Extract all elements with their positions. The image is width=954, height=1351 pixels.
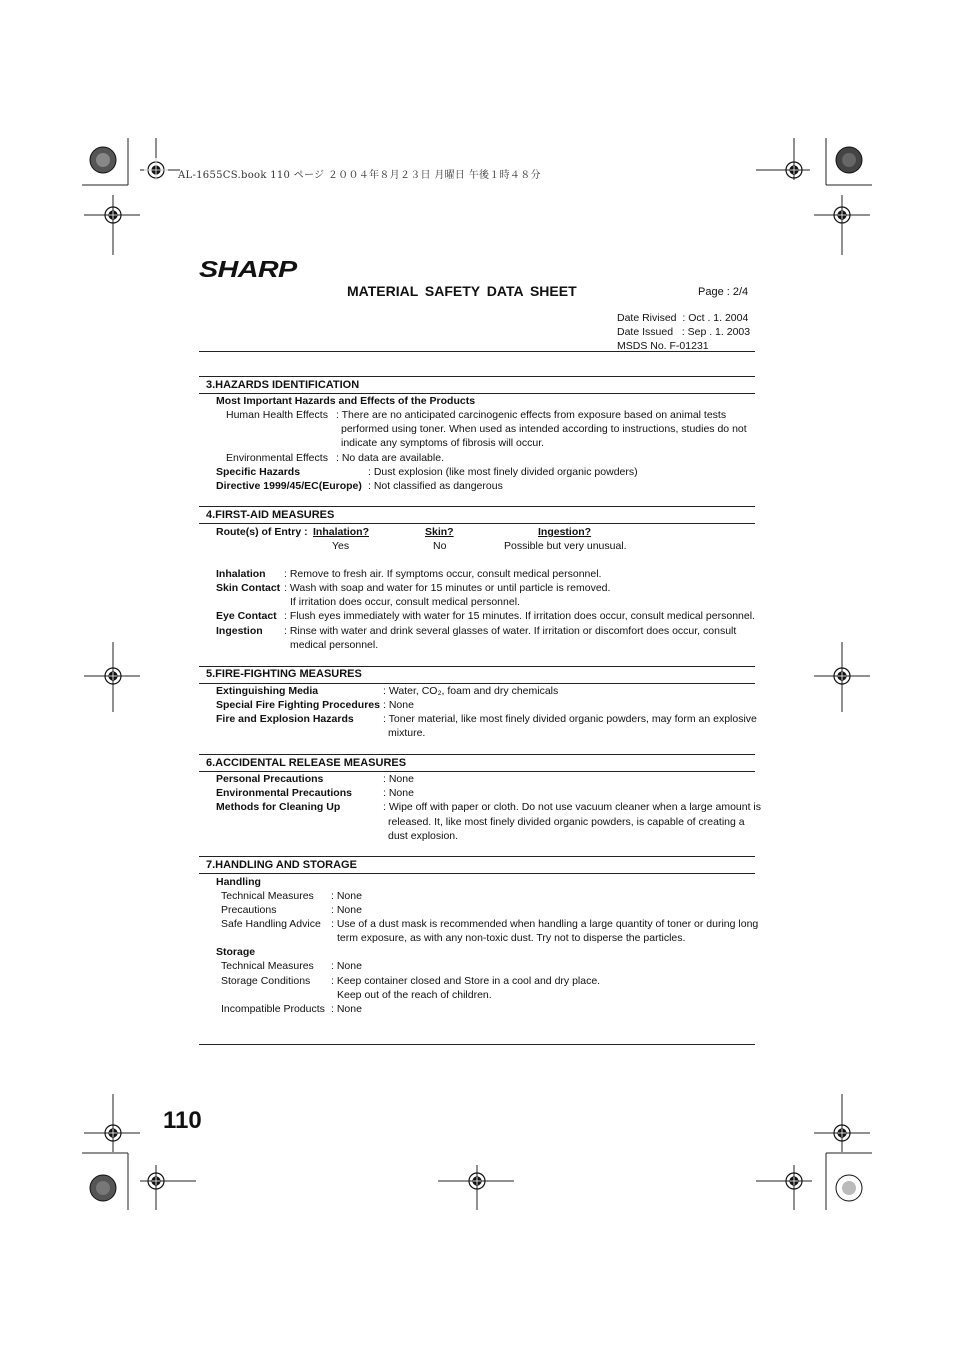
precautions-value: : None [331, 904, 362, 916]
section-title-first-aid: 4.FIRST-AID MEASURES [206, 509, 335, 521]
section-title-handling-storage: 7.HANDLING AND STORAGE [206, 859, 357, 871]
page-number: 110 [163, 1107, 202, 1134]
personal-precautions-value: : None [383, 773, 414, 785]
handling-heading: Handling [216, 876, 261, 888]
skin-contact-label: Skin Contact [216, 582, 281, 594]
document-meta [617, 311, 750, 353]
msds-number: MSDS No. F-01231 [617, 340, 709, 352]
inhalation-question: Inhalation? [313, 526, 369, 538]
storage-technical-measures-value: : None [331, 960, 362, 972]
specific-hazards-value: : Dust explosion (like most finely divided organic powders) [368, 466, 638, 478]
precautions-label: Precautions [221, 904, 277, 916]
page-label: Page : 2/4 [698, 286, 749, 298]
section-title-fire-fighting: 5.FIRE-FIGHTING MEASURES [206, 668, 362, 680]
explosion-hazards-label: Fire and Explosion Hazards [216, 713, 354, 725]
section-rule [199, 523, 755, 524]
skin-contact-value: If irritation does occur, consult medical personnel. [290, 596, 520, 608]
ingestion-value: medical personnel. [290, 639, 379, 651]
section-title-hazards: 3.HAZARDS IDENTIFICATION [206, 379, 360, 391]
route-of-entry-label: Route(s) of Entry : [216, 526, 308, 538]
inhalation-value: : Remove to fresh air. If symptoms occur, consult medical personnel. [284, 568, 602, 580]
section-rule [199, 376, 755, 377]
section-title-accidental-release: 6.ACCIDENTAL RELEASE MEASURES [206, 757, 407, 769]
section-rule [199, 666, 755, 667]
inhalation-label: Inhalation [216, 568, 266, 580]
ingestion-label: Ingestion [216, 625, 263, 637]
header-divider [199, 351, 755, 352]
human-health-value: performed using toner. When used as intended according to instructions, studies do not [341, 423, 747, 435]
cleaning-methods-value: : Wipe off with paper or cloth. Do not use vacuum cleaner when a large amount is [383, 801, 762, 813]
section-rule [199, 873, 755, 874]
skin-contact-value: : Wash with soap and water for 15 minutes or until particle is removed. [284, 582, 611, 594]
human-health-value: : There are no anticipated carcinogenic effects from exposure based on animal tests [336, 409, 727, 421]
date-revised: Date Rivised : Oct . 1. 2004 [617, 312, 749, 324]
storage-conditions-label: Storage Conditions [221, 975, 311, 987]
print-header: AL-1655CS.book 110 ページ ２００４年８月２３日 月曜日 午後１時４８分 [178, 170, 541, 181]
eye-contact-label: Eye Contact [216, 610, 277, 622]
fire-procedures-label: Special Fire Fighting Procedures [216, 699, 380, 711]
directive-label: Directive 1999/45/EC(Europe) [216, 480, 362, 492]
inhalation-answer: Yes [332, 540, 350, 552]
section-rule [199, 754, 755, 755]
personal-precautions-label: Personal Precautions [216, 773, 324, 785]
safe-handling-value: : Use of a dust mask is recommended when handling a large quantity of toner or during long [331, 918, 759, 930]
extinguishing-media-value: : Water, CO₂, foam and dry chemicals [383, 685, 559, 697]
ingestion-answer: Possible but very unusual. [504, 540, 627, 552]
specific-hazards-label: Specific Hazards [216, 466, 301, 478]
explosion-hazards-value: : Toner material, like most finely divided organic powders, may form an explosive [383, 713, 757, 725]
ingestion-value: : Rinse with water and drink several glasses of water. If irritation or discomfort does occur, consult [284, 625, 737, 637]
cleaning-methods-value: released. It, like most finely divided organic powders, is capable of creating a [388, 816, 745, 828]
environmental-precautions-label: Environmental Precautions [216, 787, 352, 799]
cleaning-methods-value: dust explosion. [388, 830, 459, 842]
skin-answer: No [433, 540, 447, 552]
environmental-precautions-value: : None [383, 787, 414, 799]
explosion-hazards-value: mixture. [388, 727, 426, 739]
directive-value: : Not classified as dangerous [368, 480, 503, 492]
environmental-effects-label: Environmental Effects [226, 452, 328, 464]
storage-conditions-value: Keep out of the reach of children. [337, 989, 492, 1001]
skin-question: Skin? [425, 526, 454, 538]
environmental-effects-value: : No data are available. [336, 452, 444, 464]
incompatible-products-value: : None [331, 1003, 362, 1015]
footer-divider [199, 1044, 755, 1045]
ingestion-question: Ingestion? [538, 526, 592, 538]
human-health-label: Human Health Effects [226, 409, 328, 421]
technical-measures-label: Technical Measures [221, 890, 314, 902]
storage-technical-measures-label: Technical Measures [221, 960, 314, 972]
incompatible-products-label: Incompatible Products [221, 1003, 325, 1015]
storage-heading: Storage [216, 946, 256, 958]
human-health-value: indicate any symptoms of fibrosis will occur. [341, 437, 545, 449]
technical-measures-value: : None [331, 890, 362, 902]
hazards-subtitle: Most Important Hazards and Effects of the Products [216, 395, 476, 407]
section-rule [199, 506, 755, 507]
eye-contact-value: : Flush eyes immediately with water for 15 minutes. If irritation does occur, consult medical personnel. [284, 610, 755, 622]
section-rule [199, 856, 755, 857]
safe-handling-value: term exposure, as with any non-toxic dust. Try not to disperse the particles. [337, 932, 686, 944]
safe-handling-label: Safe Handling Advice [221, 918, 321, 930]
sharp-logo: SHARP [199, 256, 297, 282]
document-title: MATERIAL SAFETY DATA SHEET [347, 283, 577, 299]
date-issued: Date Issued : Sep . 1. 2003 [617, 326, 751, 338]
extinguishing-media-label: Extinguishing Media [216, 685, 319, 697]
storage-conditions-value: : Keep container closed and Store in a cool and dry place. [331, 975, 601, 987]
cleaning-methods-label: Methods for Cleaning Up [216, 801, 341, 813]
fire-procedures-value: : None [383, 699, 414, 711]
